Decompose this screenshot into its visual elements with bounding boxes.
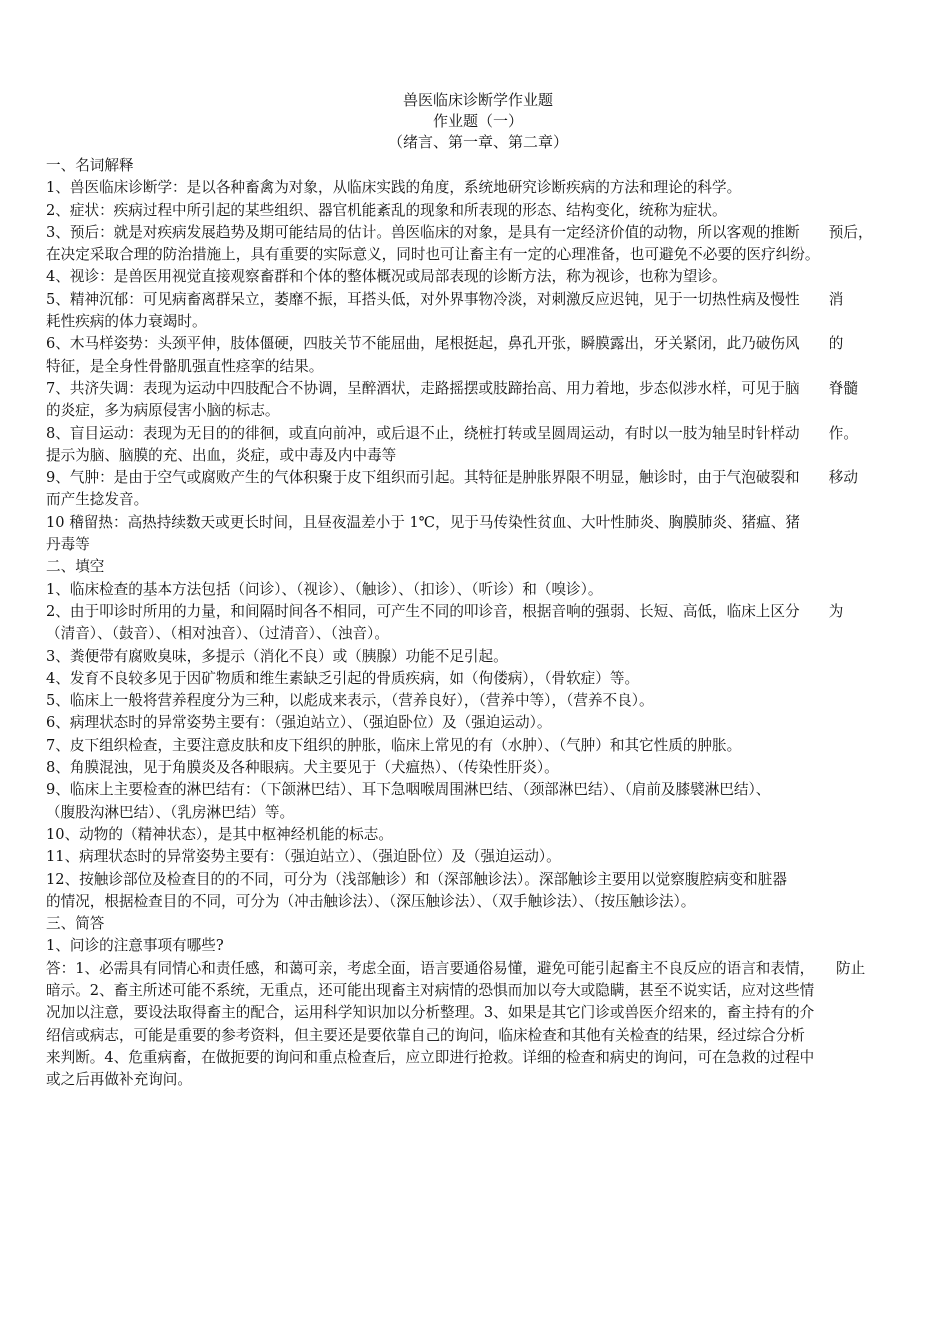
document-body xyxy=(46,155,910,1091)
document-subtitle: 作业题（一） xyxy=(432,112,523,130)
answer-line: 答：1、必需具有同情心和责任感，和蔼可亲，考虑全面，语言要通俗易懂，避免可能引起畜主不良反应的语言和表情， 防止 xyxy=(46,959,866,977)
text-line: （腹股沟淋巴结）、（乳房淋巴结）等。 xyxy=(46,803,295,821)
text-line: 3、预后：就是对疾病发展趋势及期可能结局的估计。兽医临床的对象，是具有一定经济价值的动物，所以客观的推断 预后， xyxy=(46,223,873,241)
text-line: 8、盲目运动：表现为无目的的徘徊，或直向前冲，或后退不止，绕桩打转或呈圆周运动，有时以一肢为轴呈时针样动 作。 xyxy=(46,424,858,442)
answer-line: 绍信或病志，可能是重要的参考资料，但主要还是要依靠自己的询问，临床检查和其他有关检查的结果，经过综合分析 xyxy=(46,1026,805,1044)
section-heading-fill-in: 二、填空 xyxy=(46,558,105,576)
answer-line: 况加以注意，要设法取得畜主的配合，运用科学知识加以分析整理。3、如果是其它门诊或兽医介绍来的，畜主持有的介 xyxy=(46,1004,815,1022)
text-line: 8、角膜混浊，见于角膜炎及各种眼病。犬主要见于（犬瘟热）、（传染性肝炎）。 xyxy=(46,759,559,777)
text-line: 丹毒等 xyxy=(46,536,90,554)
text-line: 在决定采取合理的防治措施上，具有重要的实际意义，同时也可让畜主有一定的心理准备，也可避免不必要的医疗纠纷。 xyxy=(46,246,820,264)
section-heading-definitions: 一、名词解释 xyxy=(46,157,134,174)
section-heading-short-answer: 三、简答 xyxy=(46,915,105,933)
question-line: 1、问诊的注意事项有哪些? xyxy=(46,937,224,955)
text-line: 4、视诊：是兽医用视觉直接观察畜群和个体的整体概况或局部表现的诊断方法，称为视诊，也称为望诊。 xyxy=(46,268,727,286)
text-line: 5、临床上一般将营养程度分为三种，以彪成来表示，（营养良好），（营养中等），（营养不良）。 xyxy=(46,692,654,710)
text-line: 提示为脑、脑膜的充、出血，炎症，或中毒及内中毒等 xyxy=(46,446,397,464)
answer-line: 或之后再做补充询问。 xyxy=(46,1071,192,1089)
text-line: 12、按触诊部位及检查目的的不同，可分为（浅部触诊）和（深部触诊法）。深部触诊主要用以觉察腹腔病变和脏器 xyxy=(46,870,787,888)
text-line: 2、症状：疾病过程中所引起的某些组织、器官机能紊乱的现象和所表现的形态、结构变化，统称为症状。 xyxy=(46,201,727,219)
text-line: 10 稽留热：高热持续数天或更长时间，且昼夜温差小于 1℃，见于马传染性贫血、大叶性肺炎、胸膜肺炎、猪瘟、猪 xyxy=(46,513,800,531)
text-line: 而产生捻发音。 xyxy=(46,491,149,509)
text-line: 3、粪便带有腐败臭味，多提示（消化不良）或（胰腺）功能不足引起。 xyxy=(46,647,508,665)
text-line: 的炎症，多为病原侵害小脑的标志。 xyxy=(46,402,280,420)
text-line: 5、精神沉郁：可见病畜离群呆立，萎靡不振，耳搭头低，对外界事物冷淡，对刺激反应迟钝，见于一切热性病及慢性 消 xyxy=(46,290,844,308)
answer-line: 暗示。2、畜主所述可能不系统，无重点，还可能出现畜主对病情的恐惧而加以夸大或隐瞒，甚至不说实话，应对这些情 xyxy=(46,981,815,999)
text-line: 的情况，根据检查目的不同，可分为（冲击触诊法）、（深压触诊法）、（双手触诊法）、（按压触诊法）。 xyxy=(46,892,696,910)
text-line: 6、病理状态时的异常姿势主要有：（强迫站立）、（强迫卧位）及（强迫运动）。 xyxy=(46,714,552,732)
text-line: 6、木马样姿势：头颈平伸，肢体僵硬，四肢关节不能屈曲，尾根挺起，鼻孔开张，瞬膜露出，牙关紧闭，此乃破伤风 的 xyxy=(46,335,844,353)
chapter-range: （绪言、第一章、第二章） xyxy=(387,133,568,151)
title-block xyxy=(46,90,910,153)
text-line: 1、兽医临床诊断学：是以各种畜禽为对象，从临床实践的角度，系统地研究诊断疾病的方法和理论的科学。 xyxy=(46,179,742,197)
text-line: 耗性疾病的体力衰竭时。 xyxy=(46,313,207,331)
text-line: 2、由于叩诊时所用的力量，和间隔时间各不相同，可产生不同的叩诊音，根据音响的强弱、长短、高低，临床上区分 为 xyxy=(46,602,844,620)
text-line: 11、病理状态时的异常姿势主要有：（强迫站立）、（强迫卧位）及（强迫运动）。 xyxy=(46,848,561,866)
document-title: 兽医临床诊断学作业题 xyxy=(402,91,553,109)
text-line: 7、皮下组织检查，主要注意皮肤和皮下组织的肿胀，临床上常见的有（水肿）、（气肿）和其它性质的肿胀。 xyxy=(46,736,742,754)
text-line: （清音）、（鼓音）、（相对浊音）、（过清音）、（浊音）。 xyxy=(46,625,389,643)
text-line: 7、共济失调：表现为运动中四肢配合不协调，呈醉酒状，走路摇摆或肢蹄抬高、用力着地，步态似涉水样，可见于脑 脊髓 xyxy=(46,379,858,397)
text-line: 4、发育不良较多见于因矿物质和维生素缺乏引起的骨质疾病，如（佝偻病），（骨软症）等。 xyxy=(46,669,640,687)
text-line: 9、气肿：是由于空气或腐败产生的气体积聚于皮下组织而引起。其特征是肿胀界限不明显，触诊时，由于气泡破裂和 移动 xyxy=(46,469,858,487)
answer-line: 来判断。4、危重病畜，在做扼要的询问和重点检查后，应立即进行抢救。详细的检查和病史的询问，可在急救的过程中 xyxy=(46,1048,815,1066)
text-line: 10、动物的（精神状态），是其中枢神经机能的标志。 xyxy=(46,825,393,843)
text-line: 特征，是全身性骨骼肌强直性痉挛的结果。 xyxy=(46,357,324,375)
text-line: 9、临床上主要检查的淋巴结有：（下颌淋巴结）、耳下急咽喉周围淋巴结、（颈部淋巴结）、（肩前及膝襞淋巴结）、 xyxy=(46,781,771,799)
text-line: 1、临床检查的基本方法包括（问诊）、（视诊）、（触诊）、（扣诊）、（听诊）和（嗅诊）。 xyxy=(46,580,603,598)
